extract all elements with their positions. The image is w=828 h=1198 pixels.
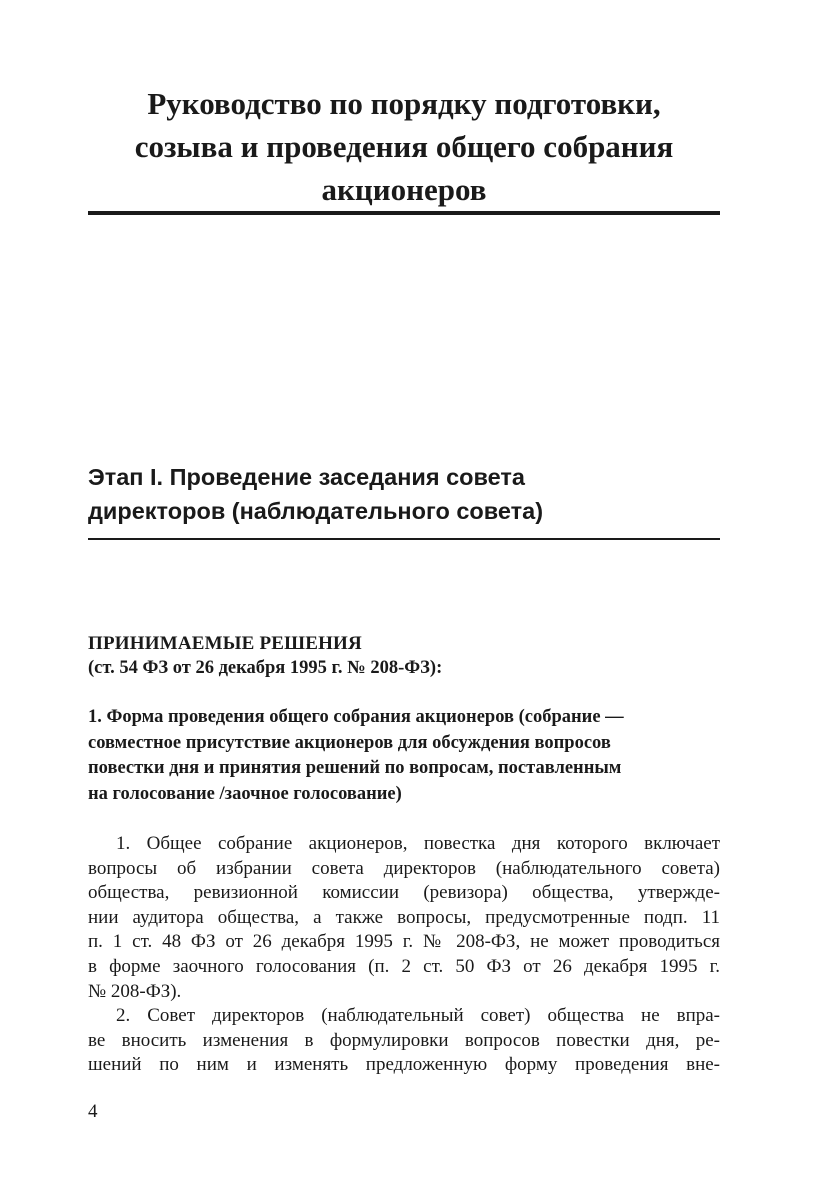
paragraph-2-line: ве вносить изменения в формулировки вопросов повестки дня, ре-	[88, 1029, 720, 1051]
stage-title-line: директоров (наблюдательного совета)	[88, 498, 544, 524]
paragraph-2-line: 2. Совет директоров (наблюдательный совет) общества не впра-	[116, 1005, 720, 1027]
paragraph-2-line: шений по ним и изменять предложенную форму проведения вне-	[88, 1054, 720, 1076]
paragraph-1-line: нии аудитора общества, а также вопросы, предусмотренные подп. 11	[88, 906, 720, 928]
paragraph-1-line: вопросы об избрании совета директоров (наблюдательного совета)	[88, 857, 720, 879]
document-title	[88, 82, 720, 211]
title-line: Руководство по порядку подготовки,	[147, 86, 661, 121]
stage-divider	[88, 538, 720, 540]
paragraph-1-line: общества, ревизионной комиссии (ревизора) общества, утвержде-	[88, 882, 720, 904]
body-text	[88, 832, 722, 1078]
item-heading-line: 1. Форма проведения общего собрания акционеров (собрание —	[88, 707, 624, 727]
paragraph-1-line: в форме заочного голосования (п. 2 ст. 50 ФЗ от 26 декабря 1995 г.	[88, 955, 720, 977]
item-heading-line: совместное присутствие акционеров для обсуждения вопросов	[88, 732, 611, 753]
paragraph-1-line: № 208-ФЗ).	[88, 980, 182, 1002]
item-heading	[88, 705, 720, 807]
title-divider	[88, 211, 720, 215]
stage-title	[88, 460, 720, 528]
title-line: акционеров	[321, 172, 487, 207]
decisions-heading	[88, 631, 720, 681]
paragraph-1-line: п. 1 ст. 48 ФЗ от 26 декабря 1995 г. № 208-ФЗ, не может проводиться	[88, 931, 720, 953]
item-heading-line: на голосование /заочное голосование)	[88, 783, 402, 804]
paragraph-1-line: 1. Общее собрание акционеров, повестка дня которого включает	[116, 833, 720, 854]
item-heading-line: повестки дня и принятия решений по вопросам, поставленным	[88, 758, 622, 778]
decisions-heading-reference: (ст. 54 ФЗ от 26 декабря 1995 г. № 208-ФЗ):	[88, 658, 443, 678]
page-number: 4	[88, 1101, 98, 1122]
decisions-heading-title: ПРИНИМАЕМЫЕ РЕШЕНИЯ	[88, 633, 362, 654]
stage-title-line: Этап I. Проведение заседания совета	[88, 464, 525, 490]
title-line: созыва и проведения общего собрания	[134, 129, 674, 164]
